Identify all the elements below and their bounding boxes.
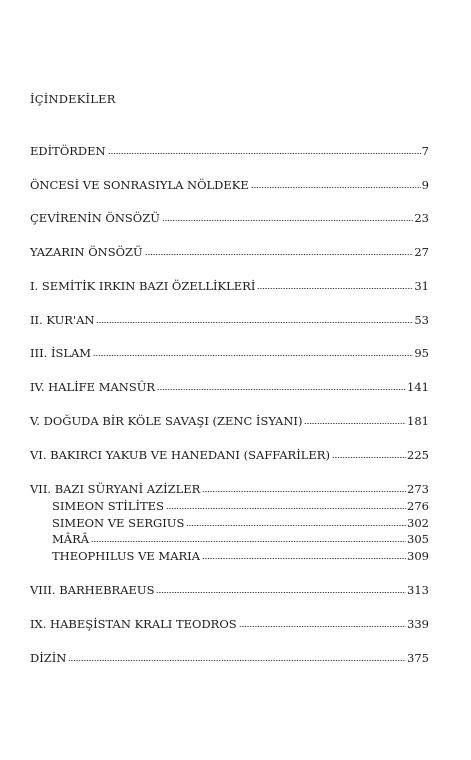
toc-entry-chapter-4[interactable] xyxy=(30,380,429,394)
toc-entry-page: 225 xyxy=(407,448,429,462)
toc-entry-label: DİZİN xyxy=(30,651,67,665)
toc-entry-label: THEOPHILUS VE MARIA xyxy=(52,549,201,563)
toc-entry-label: ÇEVİRENİN ÖNSÖZÜ xyxy=(30,211,160,225)
toc-entry-page: 305 xyxy=(407,532,429,546)
toc-entry-yazarin-onsozu[interactable] xyxy=(30,245,429,259)
dot-leader xyxy=(157,388,406,391)
toc-entry-page: 9 xyxy=(421,178,429,192)
dot-leader xyxy=(202,557,406,560)
toc-entry-page: 95 xyxy=(414,346,429,360)
toc-entry-label: EDİTÖRDEN xyxy=(30,144,106,158)
toc-entry-page: 313 xyxy=(407,583,429,597)
dot-leader xyxy=(91,540,406,543)
toc-entry-label: I. SEMİTİK IRKIN BAZI ÖZELLİKLERİ xyxy=(30,279,256,293)
toc-entry-label: II. KUR'AN xyxy=(30,313,95,327)
dot-leader xyxy=(162,219,413,222)
toc-entry-label: IX. HABEŞİSTAN KRALI TEODROS xyxy=(30,617,237,631)
toc-entry-dizin[interactable] xyxy=(30,651,429,665)
toc-entry-page: 309 xyxy=(407,549,429,563)
toc-entry-chapter-9[interactable] xyxy=(30,617,429,631)
toc-entry-page: 339 xyxy=(407,617,429,631)
dot-leader xyxy=(332,456,406,459)
toc-subentry-mara[interactable] xyxy=(52,532,429,546)
toc-entry-chapter-3[interactable] xyxy=(30,346,429,360)
toc-entry-page: 53 xyxy=(414,313,429,327)
dot-leader xyxy=(108,152,421,155)
dot-leader xyxy=(93,354,413,357)
toc-entry-chapter-8[interactable] xyxy=(30,583,429,597)
dot-leader xyxy=(257,287,413,290)
toc-entry-label: VI. BAKIRCI YAKUB VE HANEDANI (SAFFARİLER) xyxy=(30,448,330,462)
toc-entry-page: 31 xyxy=(414,279,429,293)
toc-entry-label: IV. HALİFE MANSÛR xyxy=(30,380,156,394)
toc-entry-page: 141 xyxy=(407,380,429,394)
toc-entry-editorden[interactable] xyxy=(30,144,429,158)
toc-entry-label: III. İSLAM xyxy=(30,346,92,360)
dot-leader xyxy=(96,321,413,324)
dot-leader xyxy=(202,490,406,493)
toc-entry-oncesi[interactable] xyxy=(30,178,429,192)
toc-entry-label: SIMEON STİLİTES xyxy=(52,499,164,513)
toc-entry-page: 27 xyxy=(414,245,429,259)
dot-leader xyxy=(304,422,406,425)
toc-entry-chapter-7[interactable] xyxy=(30,482,429,496)
dot-leader xyxy=(251,186,421,189)
toc-subentry-simeon-ve-sergius[interactable] xyxy=(52,516,429,530)
toc-entry-page: 7 xyxy=(421,144,429,158)
toc-entry-page: 273 xyxy=(407,482,429,496)
toc-entry-label: VII. BAZI SÜRYANİ AZİZLER xyxy=(30,482,201,496)
toc-entry-page: 181 xyxy=(407,414,429,428)
toc-entry-page: 23 xyxy=(414,211,429,225)
dot-leader xyxy=(186,524,406,527)
toc-entry-page: 302 xyxy=(407,516,429,530)
toc-subentry-simeon-stilites[interactable] xyxy=(52,499,429,513)
toc-entry-cevirenin-onsozu[interactable] xyxy=(30,211,429,225)
toc-entry-label: VIII. BARHEBRAEUS xyxy=(30,583,155,597)
toc-entry-label: MÂRÂ xyxy=(52,532,90,546)
toc-entry-chapter-1[interactable] xyxy=(30,279,429,293)
toc-entry-page: 375 xyxy=(407,651,429,665)
dot-leader xyxy=(239,625,406,628)
toc-entry-label: YAZARIN ÖNSÖZÜ xyxy=(30,245,143,259)
toc-entry-chapter-2[interactable] xyxy=(30,313,429,327)
dot-leader xyxy=(68,659,406,662)
dot-leader xyxy=(145,253,414,256)
dot-leader xyxy=(166,507,406,510)
dot-leader xyxy=(156,591,406,594)
toc-entry-label: SIMEON VE SERGIUS xyxy=(52,516,185,530)
toc-entry-label: ÖNCESİ VE SONRASIYLA NÖLDEKE xyxy=(30,178,249,192)
toc-subentry-theophilus-ve-maria[interactable] xyxy=(52,549,429,563)
toc-entry-page: 276 xyxy=(407,499,429,513)
toc-title: İÇİNDEKİLER xyxy=(30,92,116,106)
toc-entry-label: V. DOĞUDA BİR KÖLE SAVAŞI (ZENC İSYANI) xyxy=(30,414,303,428)
toc-entry-chapter-5[interactable] xyxy=(30,414,429,428)
toc-entry-chapter-6[interactable] xyxy=(30,448,429,462)
